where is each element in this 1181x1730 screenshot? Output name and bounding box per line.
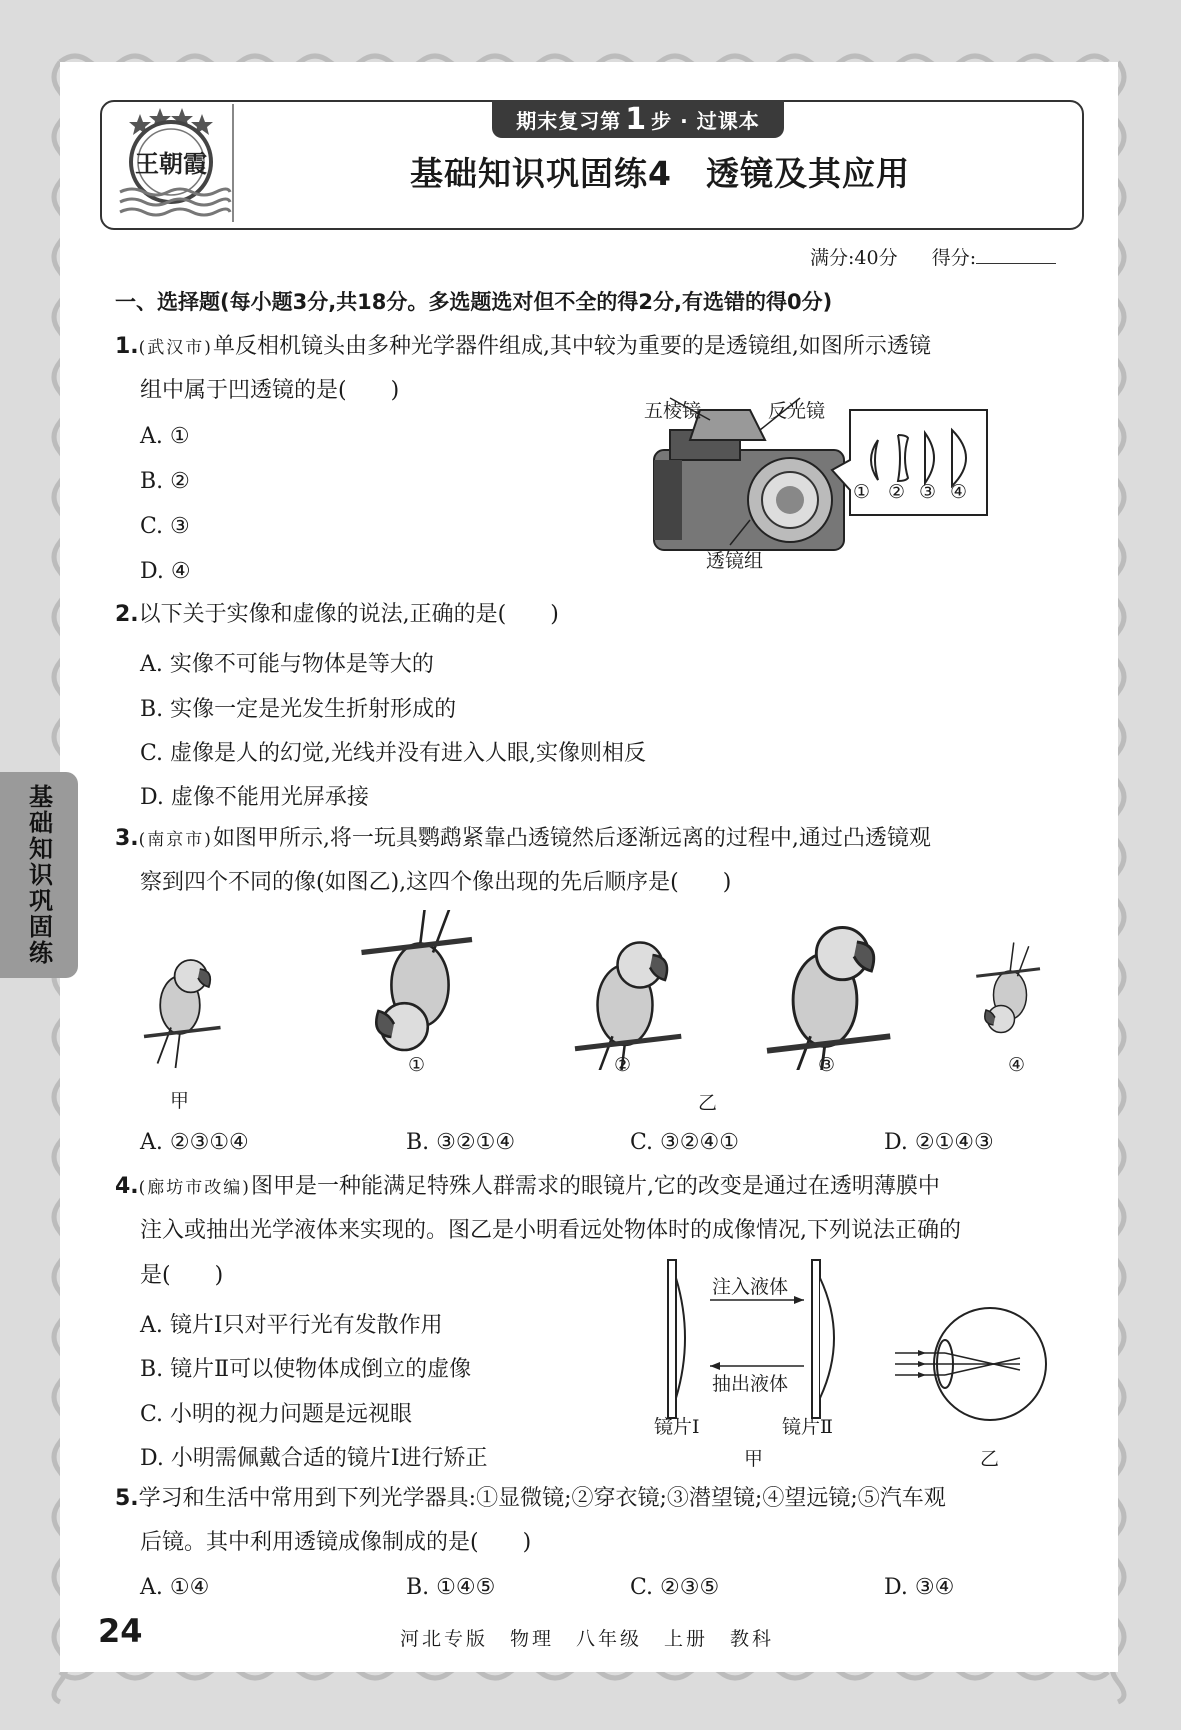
q1-option-d[interactable]: D. ④ xyxy=(140,559,191,584)
q1-option-b[interactable]: B. ② xyxy=(140,469,190,494)
q1-number: 1. xyxy=(115,334,139,359)
tab-label-num: 1 xyxy=(625,101,648,137)
side-tab: 基础知识巩固练 xyxy=(0,772,78,978)
q2-option-a[interactable]: A. 实像不可能与物体是等大的 xyxy=(140,652,434,677)
parrot-image-2 xyxy=(575,943,681,1071)
q4-line2: 注入或抽出光学液体来实现的。图乙是小明看远处物体时的成像情况,下列说法正确的 xyxy=(140,1218,961,1243)
label-lens1: 镜片Ⅰ xyxy=(654,1416,700,1438)
q1-option-c[interactable]: C. ③ xyxy=(140,514,190,539)
parrot-original xyxy=(144,960,221,1068)
page-title: 基础知识巩固练4 透镜及其应用 xyxy=(410,154,910,193)
q2-option-c[interactable]: C. 虚像是人的幻觉,光线并没有进入人眼,实像则相反 xyxy=(140,741,647,766)
publisher-logo xyxy=(110,104,232,222)
q2-option-b[interactable]: B. 实像一定是光发生折射形成的 xyxy=(140,697,457,722)
q5-option-a[interactable]: A. ①④ xyxy=(140,1575,210,1600)
parrot-num-3: ③ xyxy=(818,1054,836,1076)
section-title: 一、选择题(每小题3分,共18分。多选题选对但不全的得2分,有选错的得0分) xyxy=(115,290,833,314)
lens-label-jia: 甲 xyxy=(744,1448,764,1470)
header-divider xyxy=(232,104,234,222)
parrot-num-4: ④ xyxy=(1008,1054,1026,1076)
q3-line2: 察到四个不同的像(如图乙),这四个像出现的先后顺序是( ) xyxy=(140,870,732,895)
q4-option-b[interactable]: B. 镜片Ⅱ可以使物体成倒立的虚像 xyxy=(140,1357,472,1382)
lens-num-1: ① xyxy=(853,481,871,503)
tab-label-pre: 期末复习第 xyxy=(516,108,622,133)
lens-num-4: ④ xyxy=(950,481,968,503)
q4-option-c[interactable]: C. 小明的视力问题是远视眼 xyxy=(140,1402,413,1427)
q3-number: 3. xyxy=(115,826,139,851)
q3-option-a[interactable]: A. ②③①④ xyxy=(140,1130,249,1155)
q3-option-c[interactable]: C. ③②④① xyxy=(630,1130,739,1155)
q1-text: 单反相机镜头由多种光学器件组成,其中较为重要的是透镜组,如图所示透镜 xyxy=(212,334,931,359)
q5-option-c[interactable]: C. ②③⑤ xyxy=(630,1575,720,1600)
q1-line1 xyxy=(115,334,931,360)
q3-option-d[interactable]: D. ②①④③ xyxy=(884,1130,994,1155)
parrot-figures xyxy=(130,910,1060,1070)
q3-line1 xyxy=(115,826,931,852)
score-blank[interactable] xyxy=(976,263,1056,264)
label-lens2: 镜片Ⅱ xyxy=(782,1416,833,1438)
q5-option-d[interactable]: D. ③④ xyxy=(884,1575,955,1600)
full-score: 满分:40分 xyxy=(810,247,898,269)
q3-text: 如图甲所示,将一玩具鹦鹉紧靠凸透镜然后逐渐远离的过程中,通过凸透镜观 xyxy=(212,826,931,851)
label-prism: 五棱镜 xyxy=(644,400,702,422)
q2-number: 2. xyxy=(115,602,139,627)
q5-number: 5. xyxy=(115,1486,139,1511)
parrot-num-1: ① xyxy=(408,1054,426,1076)
q2-text: 以下关于实像和虚像的说法,正确的是( ) xyxy=(138,602,559,627)
q4-line3: 是( ) xyxy=(140,1263,224,1288)
parrot-image-4 xyxy=(976,943,1040,1033)
q4-option-d[interactable]: D. 小明需佩戴合适的镜片Ⅰ进行矫正 xyxy=(140,1446,488,1471)
q1-option-a[interactable]: A. ① xyxy=(140,424,190,449)
q2-line1 xyxy=(115,602,559,628)
q4-number: 4. xyxy=(115,1174,139,1199)
parrot-label-jia: 甲 xyxy=(170,1090,190,1112)
lens-num-3: ③ xyxy=(919,481,937,503)
parrot-image-1 xyxy=(362,910,473,1050)
q5-line1 xyxy=(115,1486,946,1512)
q5-line2: 后镜。其中利用透镜成像制成的是( ) xyxy=(140,1530,532,1555)
lens-eye-figure xyxy=(640,1258,1090,1438)
label-lens-group: 透镜组 xyxy=(706,550,764,572)
eye-label-yi: 乙 xyxy=(980,1448,1000,1470)
step-tab xyxy=(492,100,784,138)
svg-text:王朝霞: 王朝霞 xyxy=(135,149,207,178)
footer-text: 河北专版 物理 八年级 上册 教科 xyxy=(400,1628,775,1650)
score-line xyxy=(810,243,1056,270)
label-inject: 注入液体 xyxy=(712,1276,789,1298)
q2-option-d[interactable]: D. 虚像不能用光屏承接 xyxy=(140,785,369,810)
parrot-image-3 xyxy=(767,928,890,1071)
q4-line1 xyxy=(115,1174,940,1200)
q1-source: (武汉市) xyxy=(138,338,213,358)
page-number: 24 xyxy=(98,1612,143,1650)
got-score-label: 得分: xyxy=(931,247,977,269)
tab-label-post: 步 · 过课本 xyxy=(651,108,760,133)
label-extract: 抽出液体 xyxy=(712,1373,789,1395)
parrot-num-2: ② xyxy=(614,1054,632,1076)
parrot-label-yi: 乙 xyxy=(698,1092,718,1114)
label-mirror: 反光镜 xyxy=(768,400,826,422)
lens-num-2: ② xyxy=(888,481,906,503)
q4-source: (廊坊市改编) xyxy=(138,1178,251,1198)
q4-text: 图甲是一种能满足特殊人群需求的眼镜片,它的改变是通过在透明薄膜中 xyxy=(250,1174,940,1199)
q3-source: (南京市) xyxy=(138,830,213,850)
q1-line2: 组中属于凹透镜的是( ) xyxy=(140,378,400,403)
q5-option-b[interactable]: B. ①④⑤ xyxy=(406,1575,496,1600)
q4-option-a[interactable]: A. 镜片Ⅰ只对平行光有发散作用 xyxy=(140,1313,443,1338)
q3-option-b[interactable]: B. ③②①④ xyxy=(406,1130,516,1155)
q5-text: 学习和生活中常用到下列光学器具:①显微镜;②穿衣镜;③潜望镜;④望远镜;⑤汽车观 xyxy=(138,1486,946,1511)
